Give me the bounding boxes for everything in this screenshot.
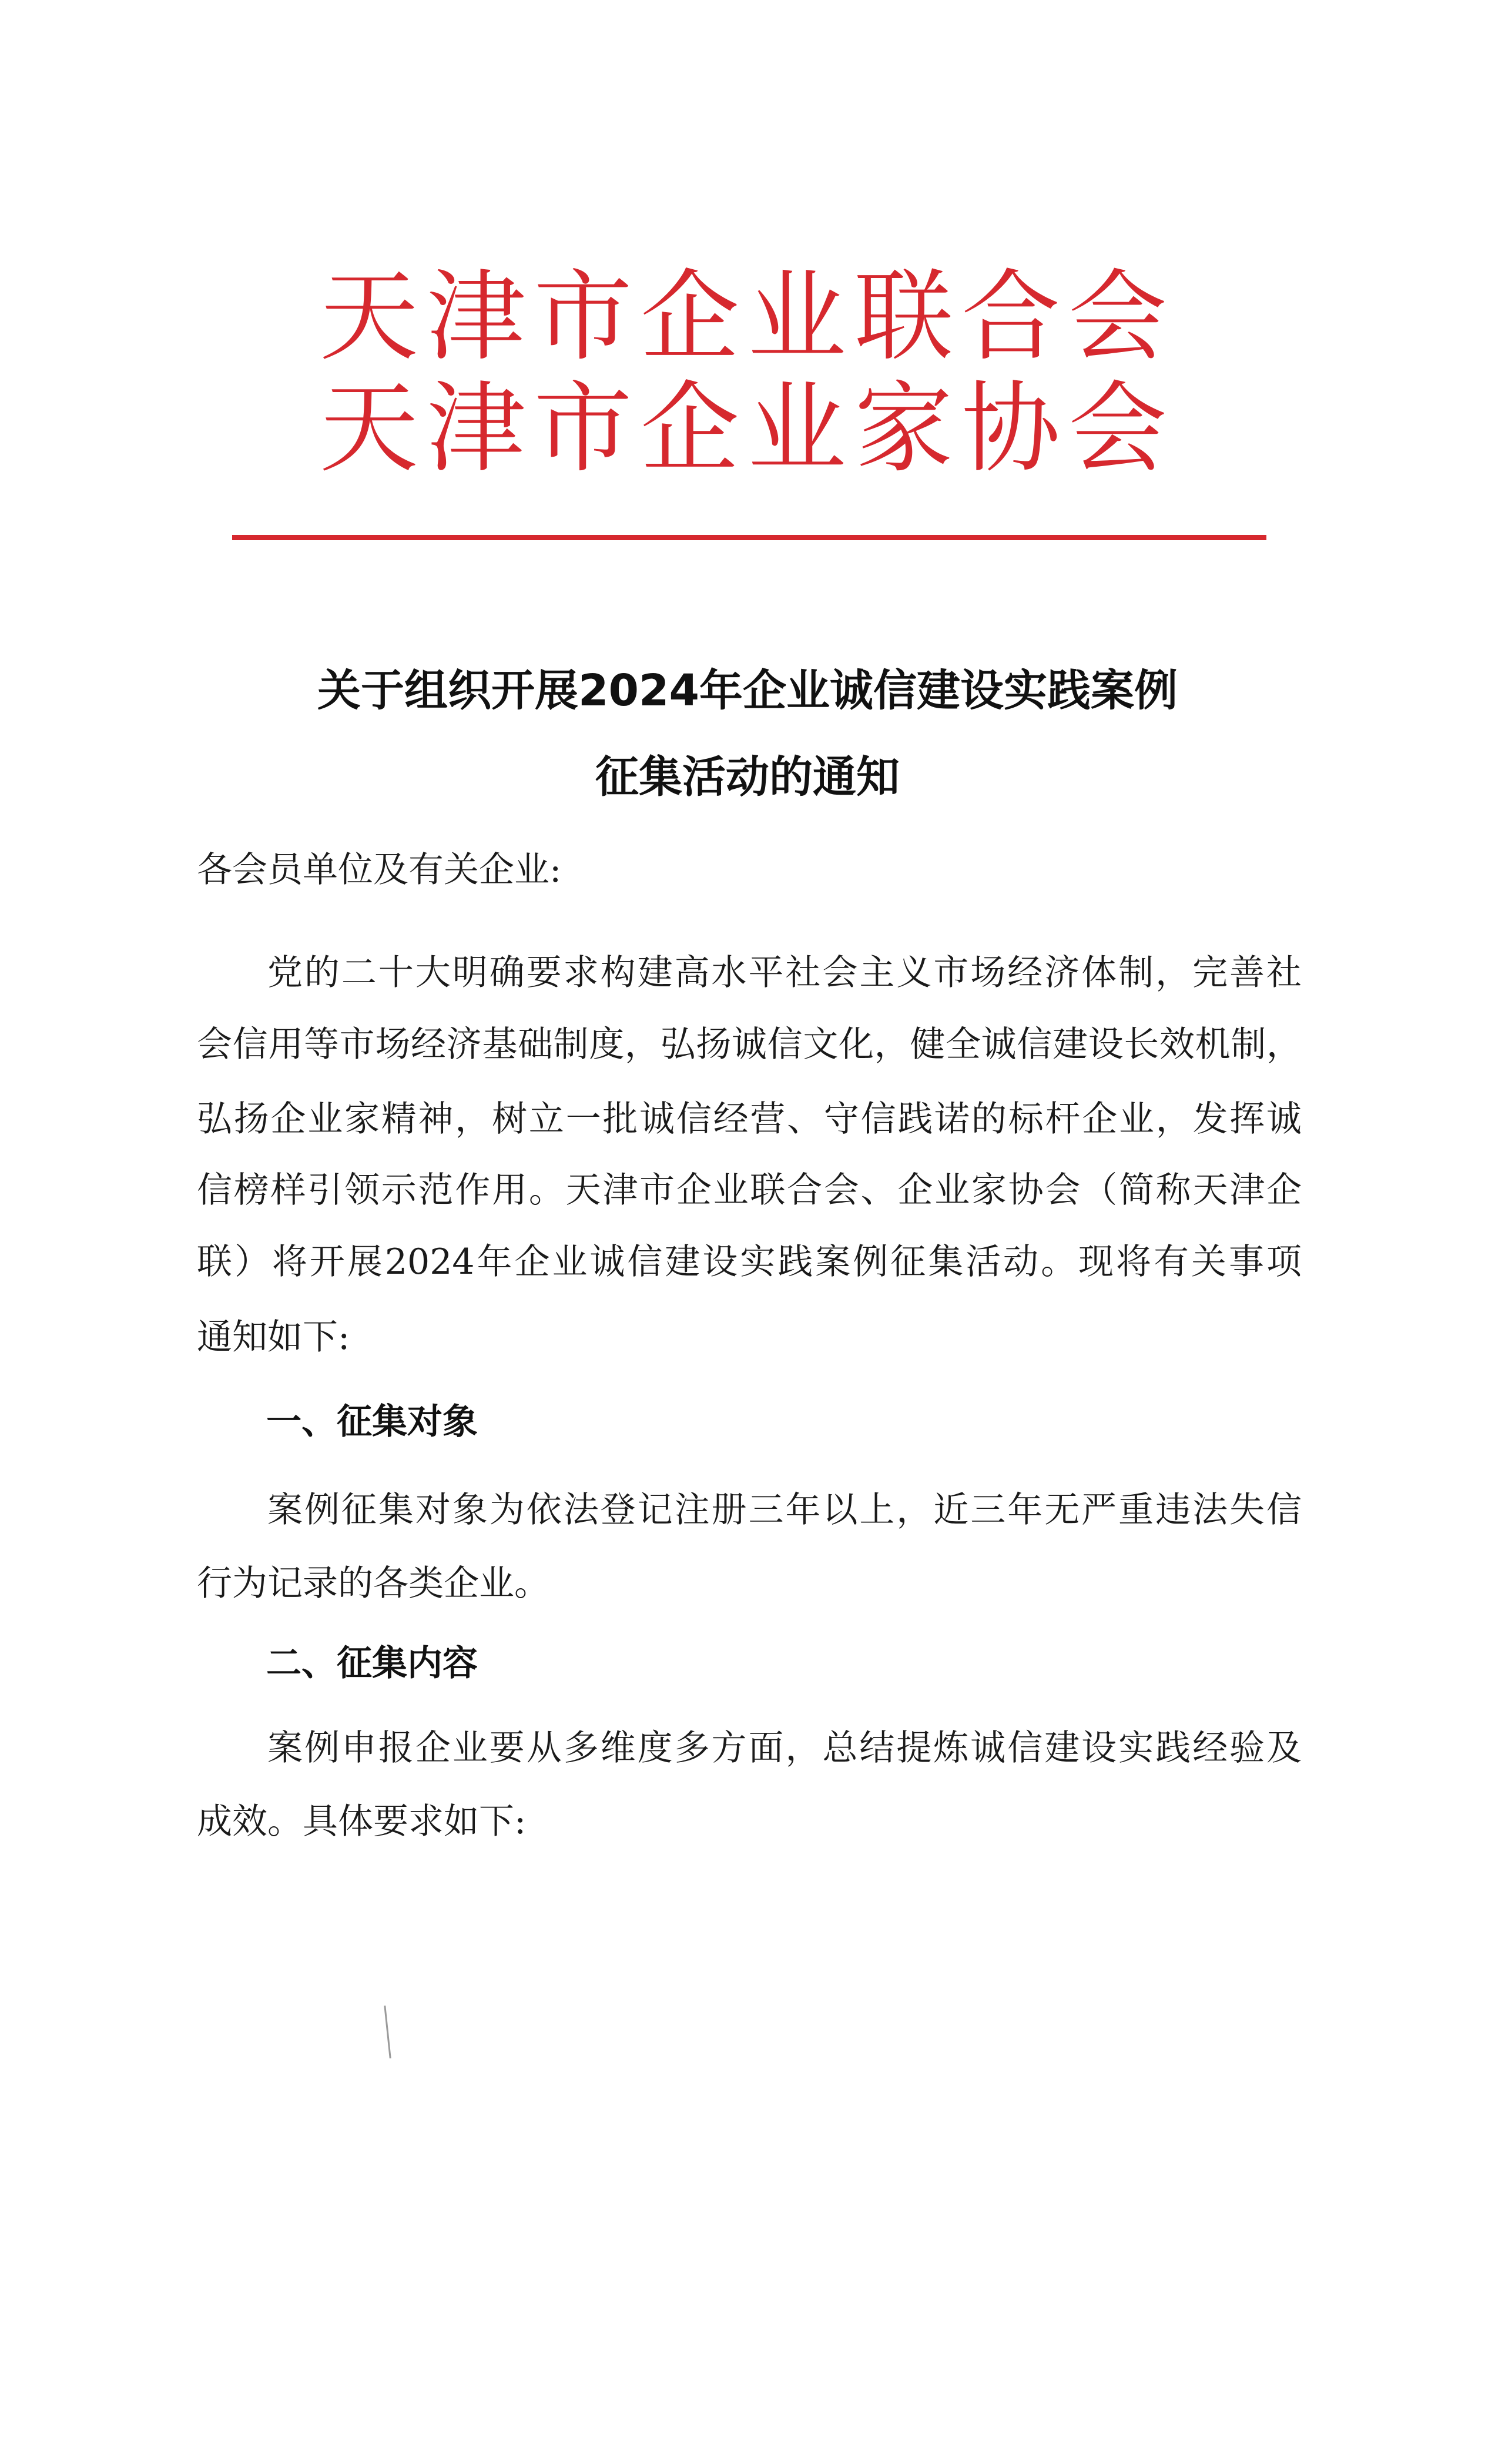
letterhead-divider	[232, 535, 1266, 540]
intro-line-1: 党的二十大明确要求构建高水平社会主义市场经济体制，完善社	[267, 952, 1302, 993]
document-title-line-1: 关于组织开展2024年企业诚信建设实践案例	[317, 665, 1178, 716]
section-1-heading: 一、征集对象	[266, 1401, 478, 1442]
section-2-line-2: 成效。具体要求如下:	[197, 1801, 527, 1842]
intro-line-6: 通知如下:	[197, 1317, 350, 1358]
intro-line-3: 弘扬企业家精神，树立一批诚信经营、守信践诺的标杆企业，发挥诚	[197, 1099, 1302, 1140]
section-1-line-1: 案例征集对象为依法登记注册三年以上，近三年无严重违法失信	[267, 1489, 1302, 1531]
intro-line-5: 联）将开展2024年企业诚信建设实践案例征集活动。现将有关事项	[197, 1241, 1302, 1283]
document-title-line-2: 征集活动的通知	[595, 752, 900, 802]
section-2-heading: 二、征集内容	[266, 1643, 478, 1684]
section-1-line-2: 行为记录的各类企业。	[197, 1563, 549, 1604]
letterhead-line-2: 天津市企业家协会	[320, 371, 1175, 486]
intro-line-4: 信榜样引领示范作用。天津市企业联合会、企业家协会（简称天津企	[197, 1170, 1302, 1211]
intro-line-2: 会信用等市场经济基础制度，弘扬诚信文化，健全诚信建设长效机制，	[197, 1024, 1302, 1065]
section-2-line-1: 案例申报企业要从多维度多方面，总结提炼诚信建设实践经验及	[267, 1728, 1302, 1769]
salutation: 各会员单位及有关企业:	[197, 849, 562, 890]
letterhead-line-1: 天津市企业联合会	[320, 259, 1175, 374]
scan-mark	[384, 2006, 391, 2058]
